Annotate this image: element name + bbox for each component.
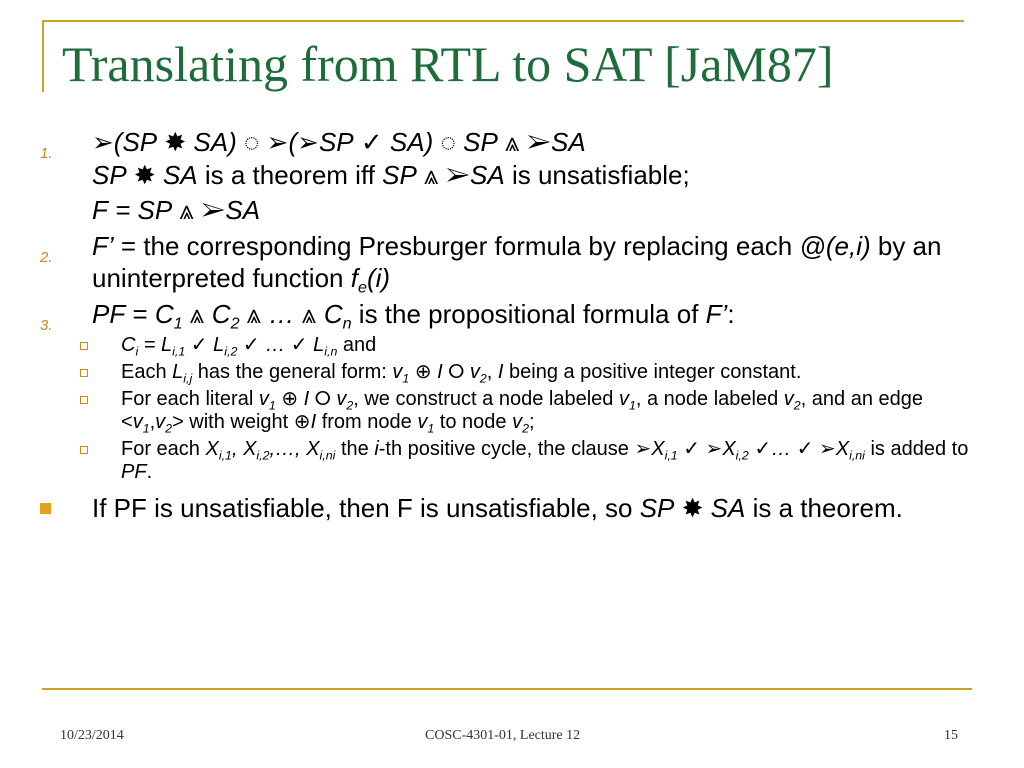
sub-bullet-text: For each $X_{i,1}$, $X_{i,2},\dots$, $X_{i,ni}$ the i-th positive cycle, the clause $➢X_{i,1}$ ✓ $➢X_{i,2}$ ✓… ✓ $➢X_{i,ni}$ is added to PF. bbox=[121, 438, 969, 483]
square-bullet-icon bbox=[80, 446, 88, 454]
or-symbol: ✓ bbox=[754, 438, 772, 460]
plus-symbol: ⊕ bbox=[281, 388, 299, 410]
not-symbol: ➢ bbox=[818, 438, 836, 460]
footer-page-number: 15 bbox=[944, 728, 958, 743]
frame-top-line bbox=[42, 20, 964, 22]
list-item-text: ➢(SP ✸ SA) ◌ ➢(➢SP ✓ SA) ◌ SP ⩓ ➢SA bbox=[92, 127, 586, 157]
and-symbol: ⩓ bbox=[179, 195, 195, 225]
or-symbol: ✓ bbox=[242, 334, 260, 356]
sub-bullet-text: $C_i = L_{i,1}$ ✓ $L_{i,2}$ ✓ … ✓ $L_{i,n}$ and bbox=[121, 334, 377, 359]
footer-divider bbox=[42, 688, 972, 690]
sub-bullet-literal-form bbox=[0, 361, 1024, 384]
sub-bullet-graph-construction bbox=[0, 388, 1024, 434]
slide-content bbox=[0, 126, 1024, 524]
footer-course: COSC-4301-01, Lecture 12 bbox=[425, 728, 581, 743]
or-symbol: ✓ bbox=[290, 334, 308, 356]
relation-symbol: ⭘ bbox=[314, 388, 331, 410]
relation-symbol: ⭘ bbox=[448, 361, 465, 383]
equivalence-symbol: ◌ bbox=[440, 127, 456, 157]
plus-symbol: ⊕ bbox=[414, 361, 432, 383]
filled-square-bullet-icon bbox=[40, 503, 51, 514]
sub-line-formula: F = SP ⩓ ➢SA bbox=[92, 195, 261, 225]
conclusion-bullet bbox=[0, 492, 1024, 524]
sub-bullet-cycle-clause bbox=[0, 438, 1024, 484]
frame-left-line bbox=[42, 20, 44, 92]
sub-bullet-text: Each $L_{i,j}$ has the general form: $v_1$ ⊕ I ⭘ $v_2$, I being a positive integer constant. bbox=[121, 361, 802, 386]
list-item-text: PF = $C_1$ ⩓ $C_2$ ⩓ … ⩓ $C_n$ is the propositional formula of F’: bbox=[92, 299, 735, 333]
list-item-3 bbox=[0, 298, 1024, 334]
and-symbol: ⩓ bbox=[301, 299, 317, 329]
not-symbol: ➢ bbox=[705, 438, 723, 460]
and-symbol: ⩓ bbox=[505, 127, 520, 157]
not-symbol: ➢ bbox=[201, 195, 226, 225]
square-bullet-icon bbox=[80, 396, 88, 404]
not-symbol: ➢ bbox=[634, 438, 652, 460]
sub-line-theorem: SP ✸ SA is a theorem iff SP ⩓ ➢SA is unsatisfiable; bbox=[92, 160, 690, 190]
implies-symbol: ✸ bbox=[681, 493, 704, 523]
not-symbol: ➢ bbox=[526, 127, 552, 157]
or-symbol: ✓ bbox=[683, 438, 700, 460]
and-symbol: ⩓ bbox=[246, 299, 262, 329]
not-symbol: ➢ bbox=[266, 127, 289, 157]
and-symbol: ⩓ bbox=[424, 160, 439, 190]
and-symbol: ⩓ bbox=[189, 299, 205, 329]
list-item-text: F’ = the corresponding Presburger formula by replacing each @(e,i) by an uninterpreted function $f_e(i)$ bbox=[92, 231, 942, 297]
list-item-1 bbox=[0, 126, 1024, 162]
or-symbol: ✓ bbox=[360, 127, 383, 157]
sub-bullet-clause bbox=[0, 334, 1024, 357]
slide-title: Translating from RTL to SAT [JaM87] bbox=[62, 36, 834, 92]
implies-symbol: ✸ bbox=[133, 160, 156, 190]
equivalence-symbol: ◌ bbox=[243, 127, 260, 157]
conclusion-text: If PF is unsatisfiable, then F is unsatisfiable, so SP ✸ SA is a theorem. bbox=[92, 493, 903, 523]
footer-date: 10/23/2014 bbox=[60, 728, 124, 743]
or-symbol: ✓ bbox=[796, 438, 814, 460]
not-symbol: ➢ bbox=[445, 160, 471, 190]
plus-symbol: ⊕ bbox=[293, 411, 311, 433]
not-symbol: ➢ bbox=[297, 127, 319, 157]
implies-symbol: ✸ bbox=[164, 127, 187, 157]
list-number: 2. bbox=[40, 249, 53, 266]
square-bullet-icon bbox=[80, 369, 88, 377]
list-item-2 bbox=[0, 230, 1024, 297]
list-number: 3. bbox=[40, 317, 53, 334]
sub-bullet-text: For each literal $v_1$ ⊕ I ⭘ $v_2$, we construct a node labeled $v_1$, a node labeled $v_2$, and an edge $<v_1,v_2>$ with weight ⊕I from node $v_1$ to node $v_2$; bbox=[121, 388, 924, 436]
or-symbol: ✓ bbox=[190, 334, 208, 356]
list-number: 1. bbox=[40, 145, 53, 162]
not-symbol: ➢ bbox=[92, 127, 114, 157]
square-bullet-icon bbox=[80, 342, 88, 350]
